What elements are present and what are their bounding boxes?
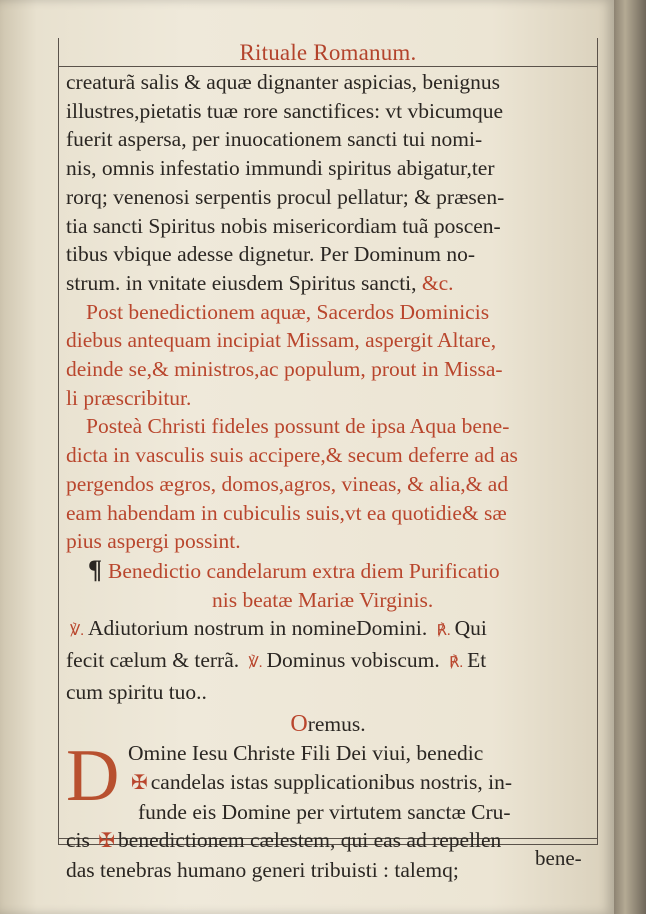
versicle-line: cum spiritu tuo..: [66, 679, 207, 704]
prayer-line-text: benedictionem cælestem, qui eas ad repellen: [118, 828, 502, 853]
rubric-line: diebus antequam incipiat Missam, aspergit Altare,: [66, 328, 497, 353]
drop-cap: D: [66, 735, 120, 818]
text-line: [66, 269, 590, 298]
text-line: rorq; venenosi serpentis procul pellatur; & præsen-: [66, 184, 505, 209]
versicle-text: Dominus vobiscum.: [266, 648, 440, 673]
rubric-line: dicta in vasculis suis accipere,& secum deferre ad as: [66, 443, 518, 468]
versicle-line: [66, 614, 590, 646]
text-line-main: strum. in vnitate eiusdem Spiritus sancti,: [66, 270, 417, 295]
running-head: Rituale Romanum.: [239, 40, 417, 65]
versicle-text: Adiutorium nostrum in nomineDomini.: [88, 616, 428, 641]
response-symbol: ℟.: [449, 655, 464, 672]
rubric-faithful: [66, 412, 590, 556]
rubric-aspersion: [66, 298, 590, 413]
candle-prayer: [66, 735, 590, 885]
rubric-line: pius aspergi possint.: [66, 529, 241, 554]
rubric-line: Posteà Christi fideles possunt de ipsa Aqua bene-: [86, 414, 510, 439]
response-symbol: ℟.: [436, 623, 451, 640]
oremus-text: remus.: [307, 712, 366, 737]
rubric-line: deinde se,& ministros,ac populum, prout in Missa-: [66, 357, 503, 382]
book-gutter-edge: [614, 0, 646, 914]
response-text: Qui: [454, 616, 487, 641]
versicle-line: [66, 646, 590, 678]
versicle-symbol: ℣.: [248, 655, 263, 672]
text-line: fuerit aspersa, per inuocationem sancti tui nomi-: [66, 127, 483, 152]
prayer-line: Omine Iesu Christe Fili Dei viui, benedic: [128, 741, 484, 766]
prayer-line: das tenebras humano generi tribuisti : talemq;: [66, 857, 459, 882]
page-body: [66, 68, 590, 885]
versicle-symbol: ℣.: [70, 623, 85, 640]
prayer-line-text: candelas istas supplicationibus nostris, in-: [150, 769, 513, 794]
versicles: [66, 614, 590, 706]
heading-line: [88, 556, 590, 586]
rubric-line: eam habendam in cubiculis suis,vt ea quotidie& sæ: [66, 500, 507, 525]
etcetera: &c.: [421, 270, 454, 295]
oremus: [66, 710, 590, 739]
text-line: tibus vbique adesse dignetur. Per Dominum no-: [66, 242, 476, 267]
heading-text: Benedictio candelarum extra diem Purificatio: [108, 558, 500, 583]
text-line: creaturã salis & aquæ dignanter aspicias, benignus: [66, 70, 501, 94]
text-line: illustres,pietatis tuæ rore sanctifices: vt vbicumque: [66, 98, 504, 123]
catchword: bene-: [535, 846, 582, 870]
header-rule: [58, 66, 598, 67]
prayer-line-text: cis: [66, 828, 90, 853]
section-heading: [66, 556, 590, 614]
prayer-line: [128, 768, 590, 798]
rubric-line: li præscribitur.: [66, 385, 192, 410]
cross-icon: ✠: [131, 771, 148, 794]
pilcrow-icon: ¶: [88, 554, 103, 584]
rubric-line: Post benedictionem aquæ, Sacerdos Dominicis: [86, 299, 490, 324]
prayer-line: [66, 826, 590, 856]
heading-line: nis beatæ Mariæ Virginis.: [212, 587, 434, 612]
text-line: tia sancti Spiritus nobis misericordiam tuã poscen-: [66, 213, 501, 238]
response-text: Et: [467, 648, 487, 673]
oremus-initial: O: [290, 711, 308, 738]
prayer-line: funde eis Domine per virtutem sanctæ Cru-: [138, 799, 511, 824]
response-text: fecit cælum & terrã.: [66, 648, 240, 673]
text-line: nis, omnis infestatio immundi spiritus abigatur,ter: [66, 156, 495, 181]
prayer-paragraph: [66, 68, 590, 298]
rubric-line: pergendos ægros, domos,agros, vineas, & alia,& ad: [66, 471, 509, 496]
cross-icon: ✠: [98, 830, 116, 853]
